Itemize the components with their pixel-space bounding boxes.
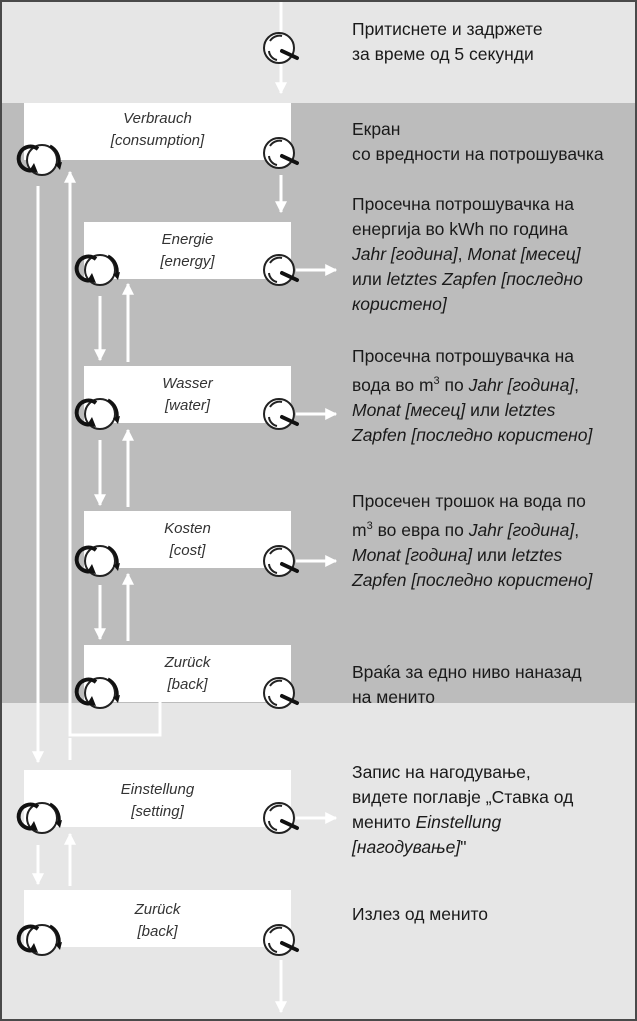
menu-box-title: Kosten [164, 520, 211, 537]
desc-line: видете поглавје „Ставка од [352, 787, 574, 807]
menu-box-translation: [back] [137, 923, 178, 940]
desc-italic: letztes [511, 544, 563, 565]
desc-line: Притиснете и задржете [352, 19, 543, 39]
desc-italic: Monat [месец] [467, 244, 581, 264]
menu-box-translation: [setting] [131, 803, 184, 820]
menu-box-translation: [back] [167, 676, 208, 693]
desc-italic: Jahr [година] [468, 374, 575, 395]
desc-sup: 3 [433, 375, 440, 387]
desc-italic: користено] [352, 294, 447, 314]
menu-box-title: Zurück [164, 654, 211, 671]
menu-box-translation: [cost] [169, 542, 206, 559]
desc-text: , [574, 374, 580, 395]
desc-italic: Zapfen [последно користено] [352, 569, 593, 590]
desc-italic: letztes [504, 399, 556, 420]
desc-text: , [457, 244, 468, 264]
desc-italic: Einstellung [415, 812, 502, 832]
desc-line: Екран [352, 119, 401, 139]
desc-line: Просечен трошок на вода по [352, 491, 586, 511]
desc-italic: Jahr [година] [468, 519, 575, 540]
menu-box-title: Einstellung [120, 781, 195, 798]
menu-box-title: Verbrauch [123, 110, 192, 127]
desc-italic: Jahr [година] [352, 244, 458, 264]
desc-sup: 3 [366, 520, 373, 532]
menu-box-translation: [consumption] [110, 132, 205, 149]
desc-line: за време од 5 секунди [352, 44, 534, 64]
desc-line: Излез од менито [352, 904, 489, 924]
desc-line: со вредности на потрошувачка [352, 144, 604, 164]
desc-line: Враќа за едно ниво наназад [352, 662, 582, 682]
desc-line: Просечна потрошувачка на [352, 346, 575, 366]
desc-text: m [352, 519, 367, 540]
desc-italic: [нагодување] [352, 837, 461, 857]
desc-text: " [460, 837, 467, 857]
menu-box-title: Zurück [134, 901, 181, 918]
desc-italic: letztes Zapfen [последно [386, 269, 583, 289]
desc-line: на менито [352, 687, 436, 707]
desc-text: во евра по [372, 519, 469, 540]
menu-box-title: Wasser [162, 375, 213, 392]
desc-italic: Zapfen [последно користено] [352, 424, 593, 445]
desc-text: или [352, 269, 387, 289]
desc-italic: Monat [година] [352, 544, 473, 565]
desc-line: Запис на нагодување, [352, 762, 531, 782]
menu-box-title: Energie [161, 231, 214, 248]
desc-line: енергија во kWh по година [352, 219, 568, 239]
desc-italic: Monat [месец] [352, 399, 466, 420]
desc-line: Просечна потрошувачка на [352, 194, 575, 214]
desc-text: по [439, 374, 469, 395]
desc-text: или [472, 544, 512, 565]
desc-text: менито [352, 812, 416, 832]
menu-box-translation: [energy] [160, 253, 215, 270]
desc-text: вода во m [352, 374, 434, 395]
menu-box-translation: [water] [164, 397, 210, 414]
desc-text: или [465, 399, 505, 420]
desc-text: , [574, 519, 580, 540]
